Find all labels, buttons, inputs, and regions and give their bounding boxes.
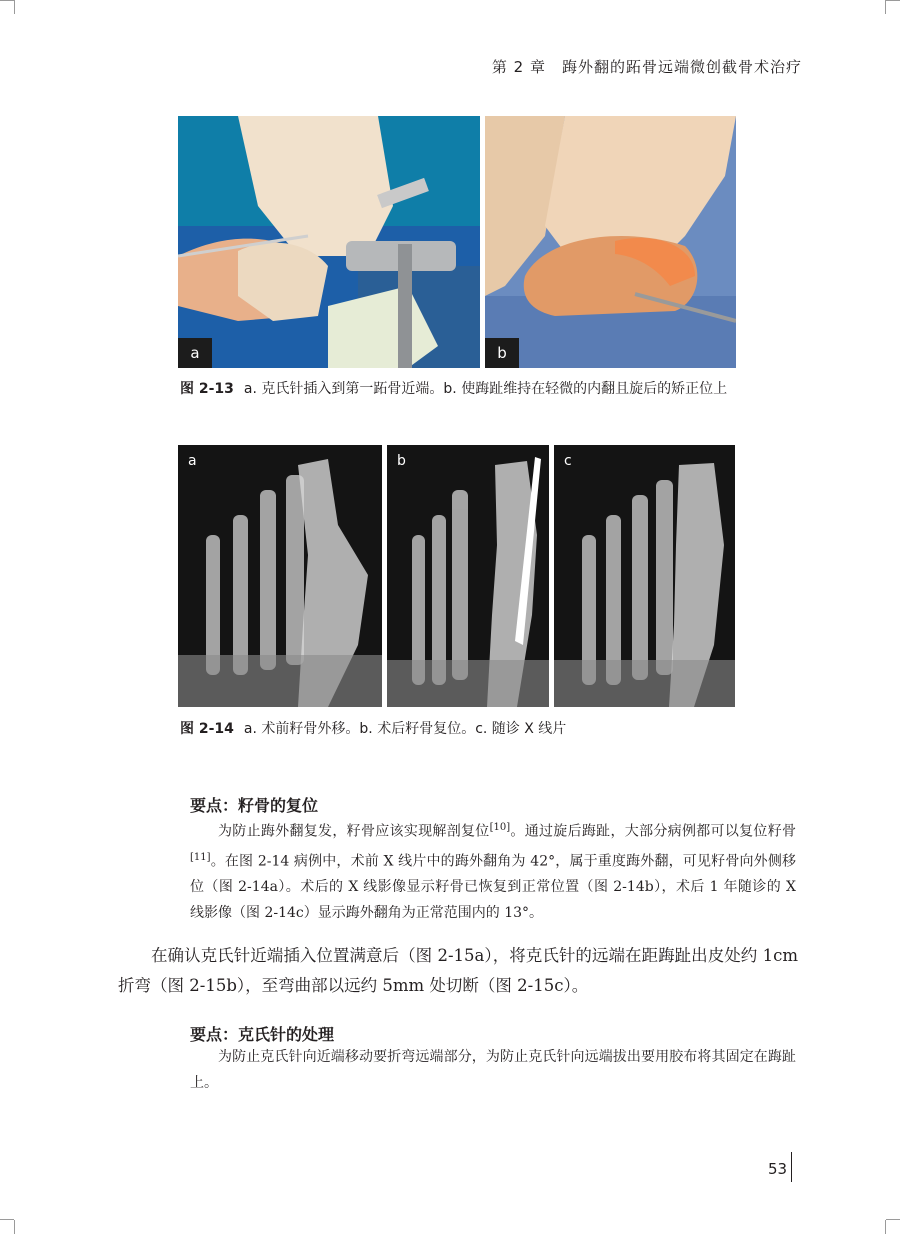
panel-label: b xyxy=(397,453,406,469)
crop-mark xyxy=(0,1219,14,1220)
figure-2-13-caption xyxy=(180,378,750,400)
figure-2-14-panel-b xyxy=(387,445,549,707)
figure-2-13-panel-b xyxy=(485,116,736,368)
xray-postop xyxy=(387,445,549,707)
caption-text: a. 克氏针插入到第一跖骨近端。b. 使踇趾维持在轻微的内翻且旋后的矫正位上 xyxy=(243,381,728,397)
crop-mark xyxy=(0,0,14,1)
figure-2-14-panel-a xyxy=(178,445,382,707)
figure-2-14-caption xyxy=(180,718,750,740)
keypoint-title: 要点：籽骨的复位 xyxy=(190,796,319,815)
panel-label: b xyxy=(485,338,519,368)
panel-label: c xyxy=(564,453,572,469)
surgical-photo-b xyxy=(485,116,736,368)
keypoint-body: 为防止克氏针向近端移动要折弯远端部分，为防止克氏针向远端拔出要用胶布将其固定在踇趾上。 xyxy=(190,1049,796,1091)
citation: [10] xyxy=(489,822,511,833)
caption-number: 图 2-13 xyxy=(180,381,234,397)
panel-label: a xyxy=(188,453,197,469)
crop-mark xyxy=(886,1219,900,1220)
keypoint-title: 要点：克氏针的处理 xyxy=(190,1025,335,1044)
crop-mark xyxy=(885,1220,886,1234)
keypoint-text: 为防止踇外翻复发，籽骨应该实现解剖复位 xyxy=(218,823,490,840)
crop-mark xyxy=(885,0,886,14)
keypoint-body xyxy=(190,815,796,926)
page-number-rule xyxy=(791,1152,792,1182)
crop-mark xyxy=(14,1220,15,1234)
caption-text: a. 术前籽骨外移。b. 术后籽骨复位。c. 随诊 X 线片 xyxy=(243,721,567,737)
citation: [11] xyxy=(190,851,211,863)
xray-followup xyxy=(554,445,735,707)
crop-mark xyxy=(886,0,900,1)
running-header: 第 2 章 踇外翻的跖骨远端微创截骨术治疗 xyxy=(491,58,802,76)
panel-label: a xyxy=(178,338,212,368)
figure-2-13-panel-a xyxy=(178,116,480,368)
surgical-photo-a xyxy=(178,116,480,368)
page-number: 53 xyxy=(768,1160,788,1178)
crop-mark xyxy=(14,0,15,14)
caption-number: 图 2-14 xyxy=(180,721,234,737)
keypoint-text: 。通过旋后踇趾，大部分病例都可以复位籽骨 xyxy=(510,823,797,840)
figure-2-14-panel-c xyxy=(554,445,735,707)
keypoint-text: 。在图 2-14 病例中，术前 X 线片中的踇外翻角为 42°，属于重度踇外翻，可见籽骨向外侧移位（图 2-14a）。术后的 X 线影像显示籽骨已恢复到正常位置（图 2-14b），术后 1 年随诊的 X 线影像（图 2-14c）显示踇外翻角为正常范围内的 13°。 xyxy=(190,853,796,922)
xray-preop xyxy=(178,445,382,707)
body-paragraph: 在确认克氏针近端插入位置满意后（图 2-15a），将克氏针的远端在距踇趾出皮处约 1cm 折弯（图 2-15b），至弯曲部以远约 5mm 处切断（图 2-15c）。 xyxy=(118,946,798,995)
